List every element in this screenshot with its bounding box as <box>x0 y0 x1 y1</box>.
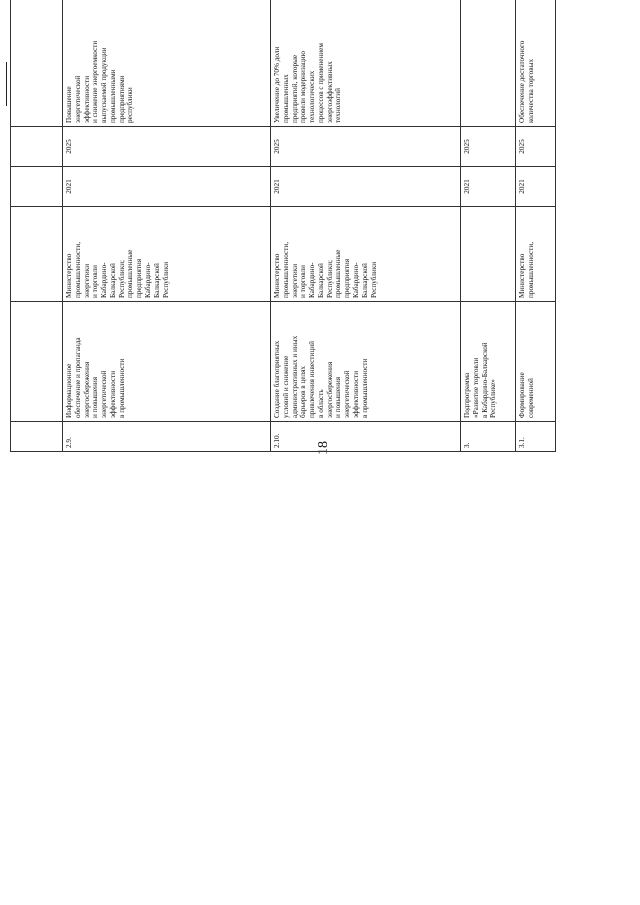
cell-start <box>11 167 63 207</box>
table-row <box>11 0 63 452</box>
cell-executor: Министерство промышленности, энергетики и торговли Кабардино- Балкарской Республики; промышленные предприятия Кабардино- Балкарской Республики <box>63 207 271 302</box>
table-row <box>271 0 461 452</box>
cell-end: 2025 <box>461 127 516 167</box>
cell-num: 3.1. <box>516 422 556 452</box>
cell-start: 2021 <box>516 167 556 207</box>
cell-name <box>11 302 63 422</box>
cell-result: Повышение энергетической эффективности и снижение энергоемкости выпускаемой продукции промышленными предприятиями республики <box>63 0 271 127</box>
cell-end: 2025 <box>271 127 461 167</box>
page-edge-mark <box>6 62 7 106</box>
cell-start: 2021 <box>271 167 461 207</box>
cell-num: 3. <box>461 422 516 452</box>
program-measures-table <box>10 0 556 452</box>
cell-name: Создание благоприятных условий и снижение административных и иных барьеров в целях привлечения инвестиций в область энергосбережения и повышения энергетической эффективности в промышленности <box>271 302 461 422</box>
cell-executor: Министерство промышленности, энергетики и торговли Кабардино- Балкарской Республики; промышленные предприятия Кабардино- Балкарской Республики <box>271 207 461 302</box>
cell-start: 2021 <box>461 167 516 207</box>
cell-num <box>11 422 63 452</box>
cell-result <box>461 0 516 127</box>
cell-result: Обеспечение достаточного количества торговых <box>516 0 556 127</box>
cell-name: Информационное обеспечение и пропаганда энергосбережения и повышения энергетической эффективности в промышленности <box>63 302 271 422</box>
table-row <box>63 0 271 452</box>
table-row <box>461 0 516 452</box>
cell-end <box>11 127 63 167</box>
cell-num: 2.9. <box>63 422 271 452</box>
cell-result <box>11 0 63 127</box>
cell-end: 2025 <box>516 127 556 167</box>
table-row <box>516 0 556 452</box>
cell-start: 2021 <box>63 167 271 207</box>
cell-executor <box>11 207 63 302</box>
page-number: 18 <box>316 441 331 455</box>
cell-num: 2.10. <box>271 422 461 452</box>
cell-name: Формирование современной <box>516 302 556 422</box>
cell-result: Увеличение до 70% доли промышленных предприятий, которые провели модернизацию технологических процессов с применением энергоэффективных технологий <box>271 0 461 127</box>
cell-name: Подпрограмма «Развитие торговли в Кабардино-Балкарской Республике» <box>461 302 516 422</box>
rotated-table-sheet <box>10 0 535 452</box>
cell-end: 2025 <box>63 127 271 167</box>
cell-executor <box>461 207 516 302</box>
cell-executor: Министерство промышленности, <box>516 207 556 302</box>
